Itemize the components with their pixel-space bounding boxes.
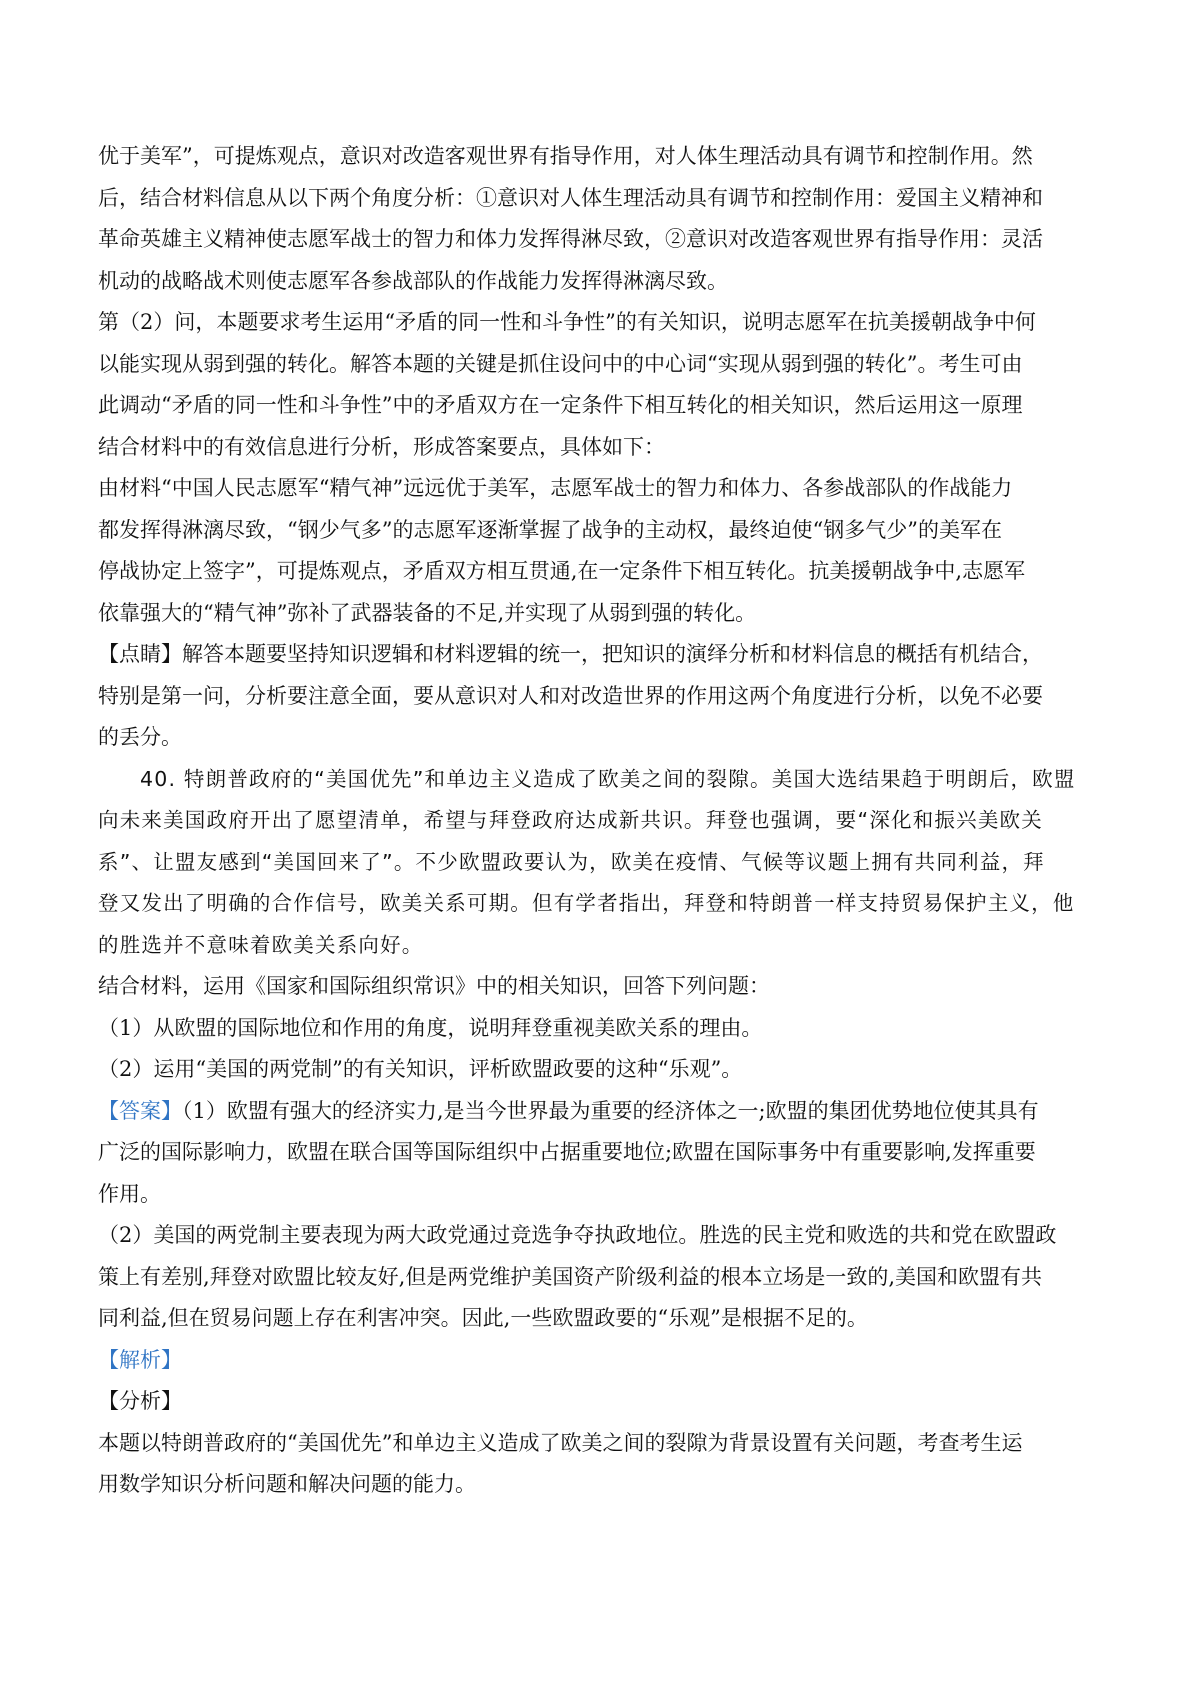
answer-line xyxy=(98,1091,1102,1133)
text-line: 策上有差别,拜登对欧盟比较友好,但是两党维护美国资产阶级利益的根本立场是一致的,美国和欧盟有共 xyxy=(98,1264,1043,1289)
instruction-text: 结合材料，运用《国家和国际组织常识》中的相关知识，回答下列问题： xyxy=(98,974,770,998)
explanation-paragraph-1 xyxy=(98,136,1102,302)
analysis-tag: 【解析】 xyxy=(98,1347,182,1372)
text-line: 结合材料中的有效信息进行分析，形成答案要点，具体如下： xyxy=(98,434,665,459)
text-line: 都发挥得淋漓尽致，“钢少气多”的志愿军逐渐掌握了战争的主动权，最终迫使“钢多气少”的美军在 xyxy=(98,517,1002,542)
text-line: （2）美国的两党制主要表现为两大政党通过竞选争夺执政地位。胜选的民主党和败选的共和党在欧盟政 xyxy=(98,1223,1057,1247)
text-line: 由材料“中国人民志愿军“精气神”远远优于美军，志愿军战士的智力和体力、各参战部队的作战能力 xyxy=(98,476,1013,500)
question-instruction xyxy=(98,966,1102,1008)
explanation-paragraph-2 xyxy=(98,302,1102,468)
text-line: 的胜选并不意味着欧美关系向好。 xyxy=(98,932,424,957)
text-line: 登又发出了明确的合作信号，欧美关系可期。但有学者指出，拜登和特朗普一样支持贸易保护主义，他 xyxy=(98,891,1075,915)
answer-tag: 【答案】 xyxy=(98,1098,182,1123)
explanation-paragraph-3 xyxy=(98,468,1102,634)
analysis-header: 【分析】 xyxy=(98,1389,182,1413)
text-line: 同利益,但在贸易问题上存在利害冲突。因此,一些欧盟政要的“乐观”是根据不足的。 xyxy=(98,1306,868,1330)
text-line: 【点睛】解答本题要坚持知识逻辑和材料逻辑的统一，把知识的演绎分析和材料信息的概括有机结合， xyxy=(98,642,1043,666)
document-body xyxy=(98,136,1102,1506)
text-line: 特别是第一问，分析要注意全面，要从意识对人和对改造世界的作用这两个角度进行分析，以免不必要 xyxy=(98,683,1043,708)
text-line: 第（2）问，本题要求考生运用“矛盾的同一性和斗争性”的有关知识，说明志愿军在抗美援朝战争中何 xyxy=(98,310,1036,334)
sub-questions xyxy=(98,1008,1102,1091)
text-line: 40. 特朗普政府的“美国优先”和单边主义造成了欧美之间的裂隙。美国大选结果趋于明朗后，欧盟 xyxy=(140,766,1076,791)
text-line: 系”、让盟友感到“美国回来了”。不少欧盟政要认为，欧美在疫情、气候等议题上拥有共同利益，拜 xyxy=(98,849,1045,874)
text-line: 此调动“矛盾的同一性和斗争性”中的矛盾双方在一定条件下相互转化的相关知识，然后运用这一原理 xyxy=(98,393,1023,417)
text-line: 优于美军”，可提炼观点，意识对改造客观世界有指导作用，对人体生理活动具有调节和控制作用。然 xyxy=(98,144,1033,168)
question-40 xyxy=(98,759,1102,967)
text-line: 广泛的国际影响力，欧盟在联合国等国际组织中占据重要地位;欧盟在国际事务中有重要影响,发挥重要 xyxy=(98,1140,1036,1164)
analysis-section xyxy=(98,1340,1102,1506)
text-line: 依靠强大的“精气神”弥补了武器装备的不足,并实现了从弱到强的转化。 xyxy=(98,600,757,625)
text-line: 本题以特朗普政府的“美国优先”和单边主义造成了欧美之间的裂隙为背景设置有关问题，考查考生运 xyxy=(98,1430,1023,1455)
text-line: 以能实现从弱到强的转化。解答本题的关键是抓住设问中的中心词“实现从弱到强的转化”。考生可由 xyxy=(98,351,1023,376)
text-line: 向未来美国政府开出了愿望清单，希望与拜登政府达成新共识。拜登也强调，要“深化和振兴美欧关 xyxy=(98,808,1043,832)
text-line: 机动的战略战术则使志愿军各参战部队的作战能力发挥得淋漓尽致。 xyxy=(98,268,728,293)
answer-section xyxy=(98,1091,1102,1340)
text-line: 用数学知识分析问题和解决问题的能力。 xyxy=(98,1472,476,1496)
comment-paragraph xyxy=(98,634,1102,759)
sub-question-1: （1）从欧盟的国际地位和作用的角度，说明拜登重视美欧关系的理由。 xyxy=(98,1015,763,1040)
text-line: 的丢分。 xyxy=(98,725,182,749)
text-line: 作用。 xyxy=(98,1181,161,1206)
text-line: 停战协定上签字”，可提炼观点，矛盾双方相互贯通,在一定条件下相互转化。抗美援朝战争中,志愿军 xyxy=(98,559,1026,583)
text-line: 后，结合材料信息从以下两个角度分析：①意识对人体生理活动具有调节和控制作用：爱国主义精神和 xyxy=(98,185,1043,210)
sub-question-2: （2）运用“美国的两党制”的有关知识，评析欧盟政要的这种“乐观”。 xyxy=(98,1057,743,1081)
text-line: 革命英雄主义精神使志愿军战士的智力和体力发挥得淋尽致，②意识对改造客观世界有指导作用：灵活 xyxy=(98,227,1043,251)
answer-text: （1）欧盟有强大的经济实力,是当今世界最为重要的经济体之一;欧盟的集团优势地位使其具有 xyxy=(182,1098,1039,1123)
